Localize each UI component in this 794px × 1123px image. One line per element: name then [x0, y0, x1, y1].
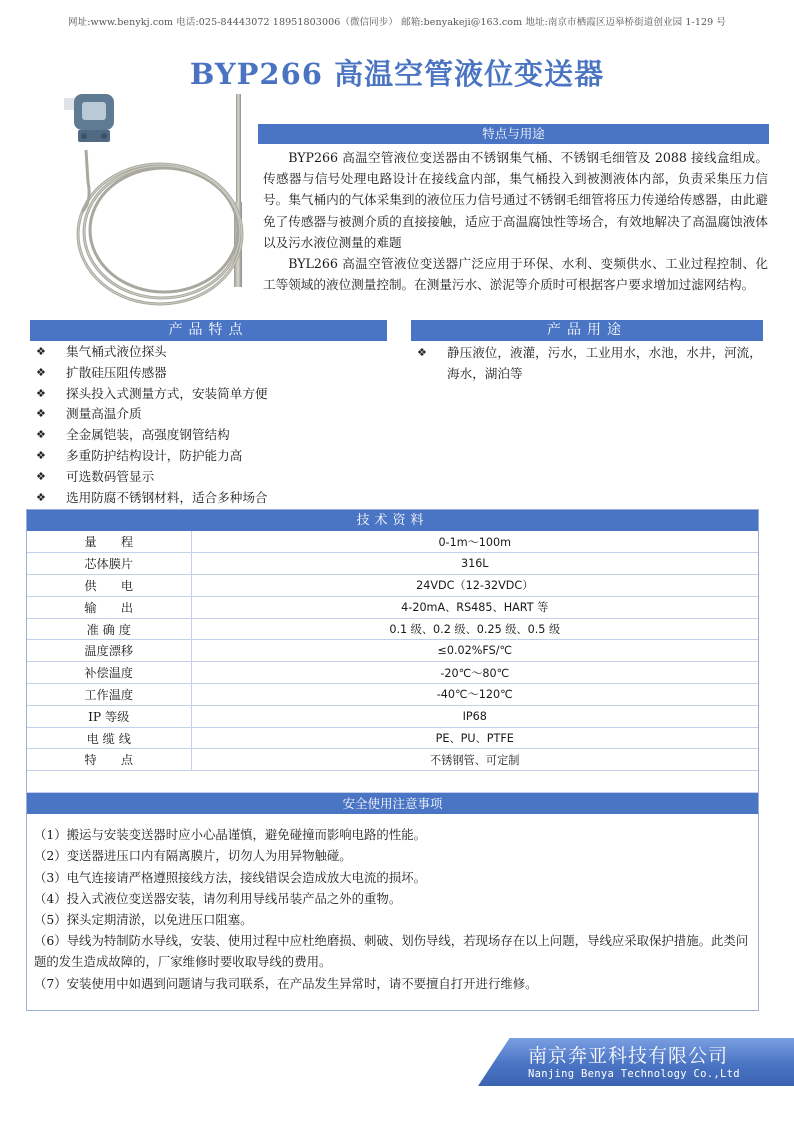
spec-label: 电 缆 线	[27, 727, 191, 749]
diamond-bullet-icon: ❖	[36, 469, 46, 483]
spec-label: 工作温度	[27, 684, 191, 706]
spec-value: 0-1m～100m	[191, 531, 758, 553]
spec-label: 芯体膜片	[27, 553, 191, 575]
description-paragraph: BYP266 高温空管液位变送器由不锈钢集气桶、不锈钢毛细管及 2088 接线盒组成。传感器与信号处理电路设计在接线盒内部，集气桶投入到被测液体内部，负责采集压力信号。集气桶内的气体采集到的液位压力信号通过不锈钢毛细管将压力传递给传感器，由此避免了传感器与被测介质的直接接触，适应于高温腐蚀性等场合，有效地解决了高温腐蚀液体以及污水液位测量的难题	[263, 150, 768, 250]
spec-label: 量 程	[27, 531, 191, 553]
spec-row	[27, 662, 758, 684]
feature-item: ❖ 选用防腐不锈钢材料，适合多种场合	[36, 488, 386, 509]
features-list	[36, 342, 386, 508]
tech-specs-table	[27, 531, 758, 771]
diamond-bullet-icon: ❖	[36, 365, 46, 379]
safety-note: （7）安装使用中如遇到问题请与我司联系，在产品发生异常时，请不要擅自打开进行维修。	[34, 975, 538, 991]
feature-item: ❖ 集气桶式液位探头	[36, 342, 386, 363]
product-description	[263, 147, 768, 295]
diamond-bullet-icon: ❖	[417, 346, 427, 359]
feature-item: ❖ 探头投入式测量方式，安装简单方便	[36, 384, 386, 405]
spec-value: -20℃～80℃	[191, 662, 758, 684]
spec-label: 补偿温度	[27, 662, 191, 684]
spec-row	[27, 684, 758, 706]
company-name-en: Nanjing Benya Technology Co.,Ltd	[528, 1068, 740, 1080]
spec-row	[27, 596, 758, 618]
spec-row	[27, 705, 758, 727]
safety-heading: 安全使用注意事项	[27, 793, 758, 814]
feature-item: ❖ 扩散硅压阻传感器	[36, 363, 386, 384]
product-photo	[52, 92, 252, 312]
safety-note: （1）搬运与安装变送器时应小心晶谨慎，避免碰撞而影响电路的性能。	[34, 827, 426, 843]
spec-value: 24VDC（12-32VDC）	[191, 575, 758, 597]
spec-value: -40℃～120℃	[191, 684, 758, 706]
diamond-bullet-icon: ❖	[36, 428, 46, 442]
diamond-bullet-icon: ❖	[36, 448, 46, 462]
spec-value: IP68	[191, 705, 758, 727]
safety-note: （3）电气连接请严格遵照接线方法，接线错误会造成放大电流的损坏。	[34, 869, 426, 885]
spec-label: 特 点	[27, 749, 191, 771]
spec-row	[27, 640, 758, 662]
spec-value: ≤0.02%FS/℃	[191, 640, 758, 662]
diamond-bullet-icon: ❖	[36, 345, 46, 358]
spec-label: 温度漂移	[27, 640, 191, 662]
diamond-bullet-icon: ❖	[36, 386, 46, 400]
safety-note: （4）投入式液位变送器安装，请勿利用导线吊装产品之外的重物。	[34, 890, 402, 906]
product-image-icon	[52, 92, 252, 312]
usage-heading: 特点与用途	[258, 124, 769, 144]
company-name-cn: 南京奔亚科技有限公司	[528, 1045, 729, 1067]
applications-list	[417, 342, 762, 384]
company-footer-banner	[478, 1038, 794, 1086]
spec-value: PE、PU、PTFE	[191, 727, 758, 749]
feature-item: ❖ 测量高温介质	[36, 404, 386, 425]
feature-item: ❖ 全金属铠装，高强度钢管结构	[36, 425, 386, 446]
spec-row	[27, 575, 758, 597]
features-heading: 产品特点	[30, 320, 387, 341]
safety-note: （6）导线为特制防水导线，安装、使用过程中应杜绝磨损、刺破、划伤导线，若现场存在以上问题，导线应采取保护措施。此类问题的发生造成故障的，厂家维修时要收取导线的费用。	[34, 933, 749, 970]
tech-specs-heading: 技术资料	[27, 510, 758, 531]
application-item: ❖ 静压液位，液灌，污水，工业用水，水池，水井，河流，海水，湖泊等	[417, 342, 762, 384]
tech-specs-section	[26, 509, 759, 1011]
safety-notes	[27, 814, 758, 1010]
spec-row	[27, 618, 758, 640]
safety-note: （2）变送器进压口内有隔离膜片，切勿人为用异物触碰。	[34, 848, 352, 864]
spec-label: 供 电	[27, 575, 191, 597]
spec-label: IP 等级	[27, 705, 191, 727]
contact-info-bar: 网址:www.benykj.com 电话:025-84443072 18951803006（微信同步） 邮箱:benyakeji@163.com 地址:南京市栖霞区迈皋桥街道创业园 1-129 号	[68, 17, 726, 28]
description-paragraph: BYL266 高温空管液位变送器广泛应用于环保、水利、变频供水、工业过程控制、化工等领域的液位测量控制。在测量污水、淤泥等介质时可根据客户要求增加过滤网结构。	[263, 256, 768, 293]
feature-item: ❖ 多重防护结构设计，防护能力高	[36, 446, 386, 467]
feature-item: ❖ 可选数码管显示	[36, 467, 386, 488]
spec-row	[27, 749, 758, 771]
spec-value: 不锈钢管、可定制	[191, 749, 758, 771]
spec-value: 316L	[191, 553, 758, 575]
safety-note: （5）探头定期清淤，以免进压口阻塞。	[34, 912, 253, 928]
diamond-bullet-icon: ❖	[36, 490, 46, 504]
spec-row	[27, 727, 758, 749]
spec-label: 准 确 度	[27, 618, 191, 640]
applications-heading: 产品用途	[411, 320, 763, 341]
diamond-bullet-icon: ❖	[36, 407, 46, 421]
spec-label: 输 出	[27, 596, 191, 618]
spec-value: 4-20mA、RS485、HART 等	[191, 596, 758, 618]
spec-row	[27, 531, 758, 553]
table-spacer	[27, 771, 758, 793]
page-title: BYP266 高温空管液位变送器	[189, 57, 605, 91]
spec-row	[27, 553, 758, 575]
spec-value: 0.1 级、0.2 级、0.25 级、0.5 级	[191, 618, 758, 640]
